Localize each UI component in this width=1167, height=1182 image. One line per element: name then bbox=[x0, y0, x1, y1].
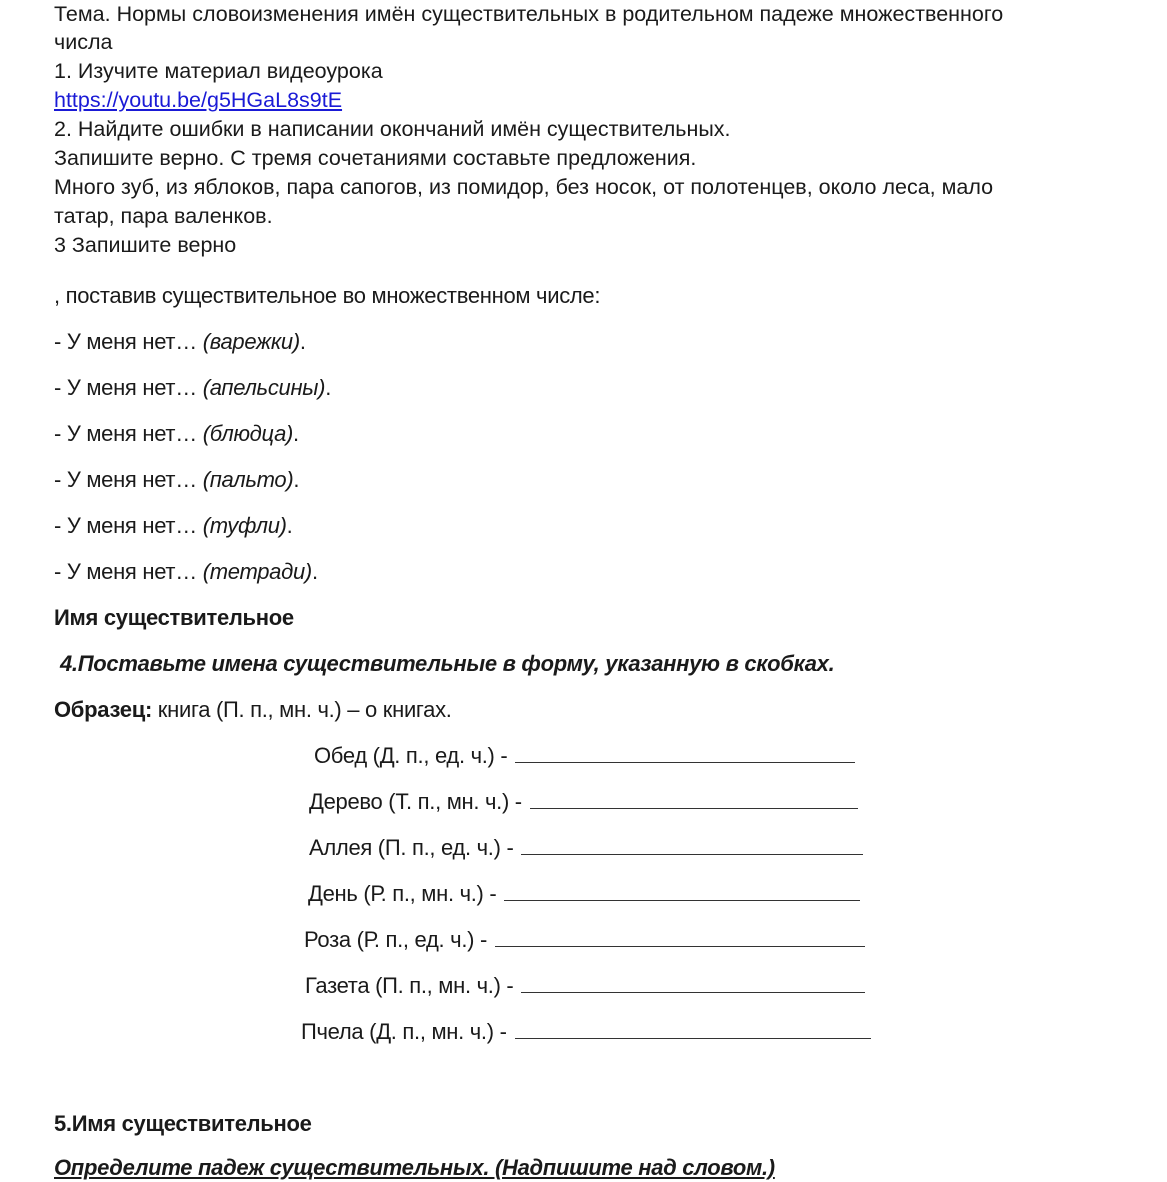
task2-line-3: Много зуб, из яблоков, пара сапогов, из помидор, без носок, от полотенцев, около леса, мало bbox=[54, 175, 994, 199]
task2-line-4: татар, пара валенков. bbox=[54, 204, 273, 228]
task4-row-label: Дерево (Т. п., мн. ч.) - bbox=[309, 789, 522, 814]
task3-item bbox=[54, 419, 299, 448]
task3-instruction: , поставив существительное во множественном числе: bbox=[54, 283, 601, 308]
video-link[interactable]: https://youtu.be/g5HGaL8s9tE bbox=[54, 88, 343, 112]
answer-blank[interactable] bbox=[515, 740, 855, 763]
task5-instruction: Определите падеж существительных. (Надпишите над словом.) bbox=[54, 1155, 775, 1180]
task3-item-prefix: - У меня нет… bbox=[54, 329, 203, 354]
task3-item-prefix: - У меня нет… bbox=[54, 467, 203, 492]
task4-sample bbox=[54, 695, 452, 724]
task4-row bbox=[309, 786, 858, 817]
task3-item-prefix: - У меня нет… bbox=[54, 421, 203, 446]
topic-line-2: числа bbox=[54, 30, 113, 54]
sample-label: Образец: bbox=[54, 697, 152, 722]
task3-item-end: . bbox=[311, 559, 318, 584]
task3-item-end: . bbox=[293, 421, 299, 446]
task3-item bbox=[54, 373, 331, 402]
task2-line-2: Запишите верно. С тремя сочетаниями составьте предложения. bbox=[54, 146, 697, 170]
task4-row bbox=[304, 924, 865, 955]
task4-row bbox=[308, 878, 860, 909]
task3-item-end: . bbox=[286, 513, 293, 538]
answer-blank[interactable] bbox=[530, 786, 858, 809]
section-heading: Имя существительное bbox=[54, 605, 294, 630]
task4-row bbox=[309, 832, 863, 863]
task4-row-label: Аллея (П. п., ед. ч.) - bbox=[309, 835, 514, 860]
topic-line-1: Тема. Нормы словоизменения имён существительных в родительном падеже множественного bbox=[54, 2, 1004, 26]
task4-row-label: Пчела (Д. п., мн. ч.) - bbox=[301, 1019, 507, 1044]
task3-item-word: (пальто) bbox=[202, 467, 294, 492]
task4-row-label: Газета (П. п., мн. ч.) - bbox=[305, 973, 514, 998]
task3-item-word: (блюдца) bbox=[202, 421, 294, 446]
task4-row-label: Обед (Д. п., ед. ч.) - bbox=[314, 743, 508, 768]
task4-row bbox=[314, 740, 855, 771]
answer-blank[interactable] bbox=[515, 1016, 871, 1039]
task3-item-word: (тетради) bbox=[202, 559, 312, 584]
sample-text: книга (П. п., мн. ч.) – о книгах. bbox=[151, 697, 452, 722]
answer-blank[interactable] bbox=[495, 924, 865, 947]
answer-blank[interactable] bbox=[521, 832, 863, 855]
task3-item bbox=[54, 465, 299, 494]
task3-item-prefix: - У меня нет… bbox=[54, 559, 203, 584]
task4-row bbox=[301, 1016, 871, 1047]
task3-item-prefix: - У меня нет… bbox=[54, 513, 203, 538]
task3-item-word: (апельсины) bbox=[202, 375, 326, 400]
task4-row bbox=[305, 970, 865, 1001]
task3-item-word: (варежки) bbox=[202, 329, 300, 354]
answer-blank[interactable] bbox=[521, 970, 865, 993]
task1-video-link-row bbox=[54, 86, 342, 115]
task4-title: 4.Поставьте имена существительные в форму, указанную в скобках. bbox=[60, 651, 835, 676]
task3-label: 3 Запишите верно bbox=[54, 233, 237, 257]
task1-label: 1. Изучите материал видеоурока bbox=[54, 59, 383, 83]
task5-title: 5.Имя существительное bbox=[54, 1111, 312, 1136]
answer-blank[interactable] bbox=[504, 878, 860, 901]
task4-row-label: День (Р. п., мн. ч.) - bbox=[308, 881, 497, 906]
task3-item-prefix: - У меня нет… bbox=[54, 375, 203, 400]
task3-item bbox=[54, 557, 318, 586]
task3-item-end: . bbox=[299, 329, 306, 354]
task3-item-word: (туфли) bbox=[202, 513, 287, 538]
task3-item-end: . bbox=[293, 467, 300, 492]
task3-item-end: . bbox=[325, 375, 331, 400]
task3-item bbox=[54, 511, 292, 540]
task3-item bbox=[54, 327, 306, 356]
task4-row-label: Роза (Р. п., ед. ч.) - bbox=[304, 927, 487, 952]
task2-line-1: 2. Найдите ошибки в написании окончаний имён существительных. bbox=[54, 117, 731, 141]
